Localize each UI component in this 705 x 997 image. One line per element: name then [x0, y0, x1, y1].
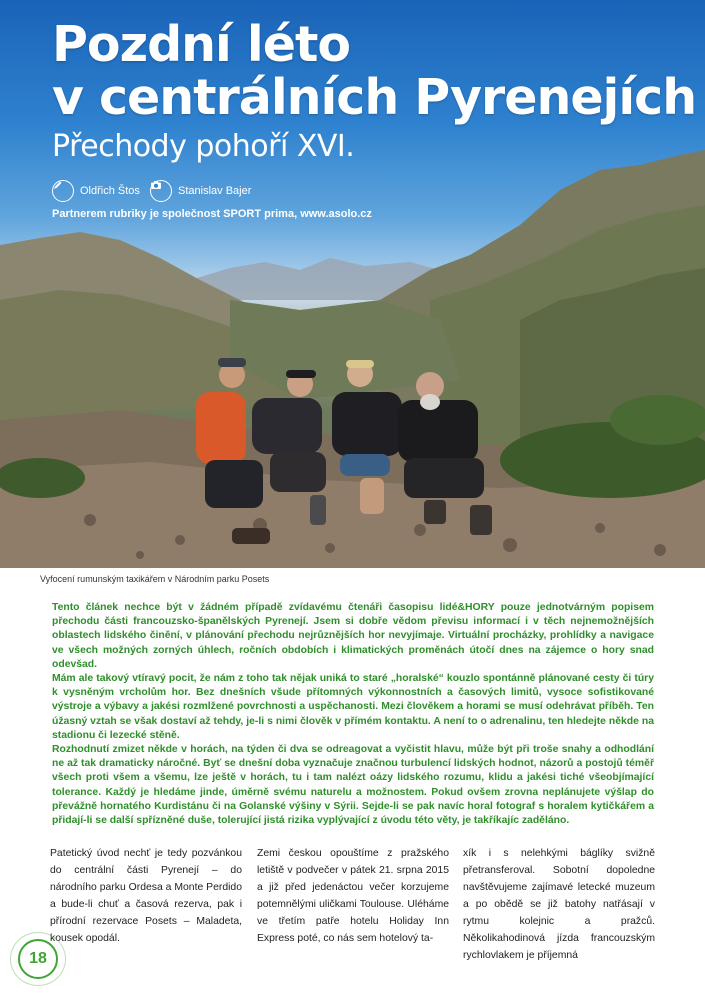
article-title — [52, 18, 696, 124]
pen-icon — [52, 180, 74, 202]
body-column-1: Patetický úvod nechť je tedy pozvánkou do centrální části Pyrenejí – do národního parku Ordesa a Monte Perdido a bude-li chuť a časová rezerva, pak i přírodní rezervace Posets – Maladeta, kousek opodál. — [50, 848, 242, 944]
article-subtitle: Přechody pohoří XVI. — [52, 129, 355, 164]
partner-note: Partnerem rubriky je společnost SPORT prima, www.asolo.cz — [52, 208, 372, 220]
body-column-2: Zemi českou opouštíme z pražského letiště v podvečer v pátek 21. srpna 2015 a již před jedenáctou večer korzujeme potemnělými uličkami Toulouse. Uléháme ve třetím patře hotelu Holiday Inn Express poté, co nás sem hotelový ta- — [257, 848, 449, 944]
author-byline — [52, 180, 140, 202]
title-line-1: Pozdní léto — [52, 16, 351, 73]
lead-paragraph: Mám ale takový vtíravý pocit, že nám z toho tak nějak uniká to staré „horalské“ kouzlo spontánně plánované cesty či túry k vysněným vrcholům hor. Bez dnešních všude přítomných výkonnostních a časových limitů, vysoce sofistikované výstroje a výbavy a jakési rozmlžené povrchnosti a uspěchanosti. Mezi člověkem a horami se musí odehrávat příběh. Ten úžasný vztah se však dostaví až tehdy, je-li s nimi člověk v přímém kontaktu. A není to o adrenalinu, ten hledejte někde na stadionu či lezecké stěně. — [52, 673, 654, 741]
lead-paragraphs — [52, 601, 654, 828]
photographer-name: Stanislav Bajer — [178, 185, 252, 197]
photographer-byline — [150, 180, 251, 202]
lead-paragraph: Rozhodnutí zmizet někde v horách, na týden či dva se odreagovat a vyčistit hlavu, může být při troše snahy a odhodlání ne až tak dramaticky náročné. Byť se dnešní doba vyznačuje značnou turbulencí lidských hodnot, názorů a postojů téměř všech proti všem a všemu, lze ještě v horách, tu i tam nalézt oázy lidského rozumu, klidu a jakési tiché všeobjímající tolerance. Každý je hledáme jinde, úměrně svému naturelu a možnostem. Pokud ovšem zrovna neplánujete výšlap do převážně hornatého Kurdistánu či na Golanské výšiny v Sýrii. Sejde-li se pak navíc horal fotograf s horalem kytičkářem a přidají-li se další spřízněné duše, tolerující jistá rizika vyplývající z úvodu této věty, je takříkajíc zaděláno. — [52, 744, 654, 827]
title-line-2: v centrálních Pyrenejích — [52, 69, 697, 126]
photo-caption: Vyfocení rumunským taxikářem v Národním parku Posets — [40, 574, 270, 584]
camera-icon — [150, 180, 172, 202]
page-number: 18 — [18, 939, 58, 979]
author-name: Oldřich Štos — [80, 185, 140, 197]
lead-paragraph: Tento článek nechce být v žádném případě zvídavému čtenáři časopisu lidé&HORY pouze jednotvárným popisem přechodu části francouzsko-španělských Pyrenejí. Jsem si dobře vědom převisu informací i v těch nejnemožnějších oblastech lidského činění, v plánování přechodu nejrůznějších hor nevyjímaje. Virtuální procházky, prohlídky a navigace ve všech možných zorných úhlech, ročních obdobích i klimatických proměnách útočí dnes na zájemce o hory snad odevšad. — [52, 602, 654, 670]
body-column-3: xík i s nelehkými báglíky svižně přetransferoval. Sobotní dopoledne navštěvujeme zajímavé letecké muzeum a po obědě se již batohy natřásají v rytmu kolejnic a pražců. Několikahodinová jízda francouzským rychlovlakem je příjemná — [463, 848, 655, 961]
